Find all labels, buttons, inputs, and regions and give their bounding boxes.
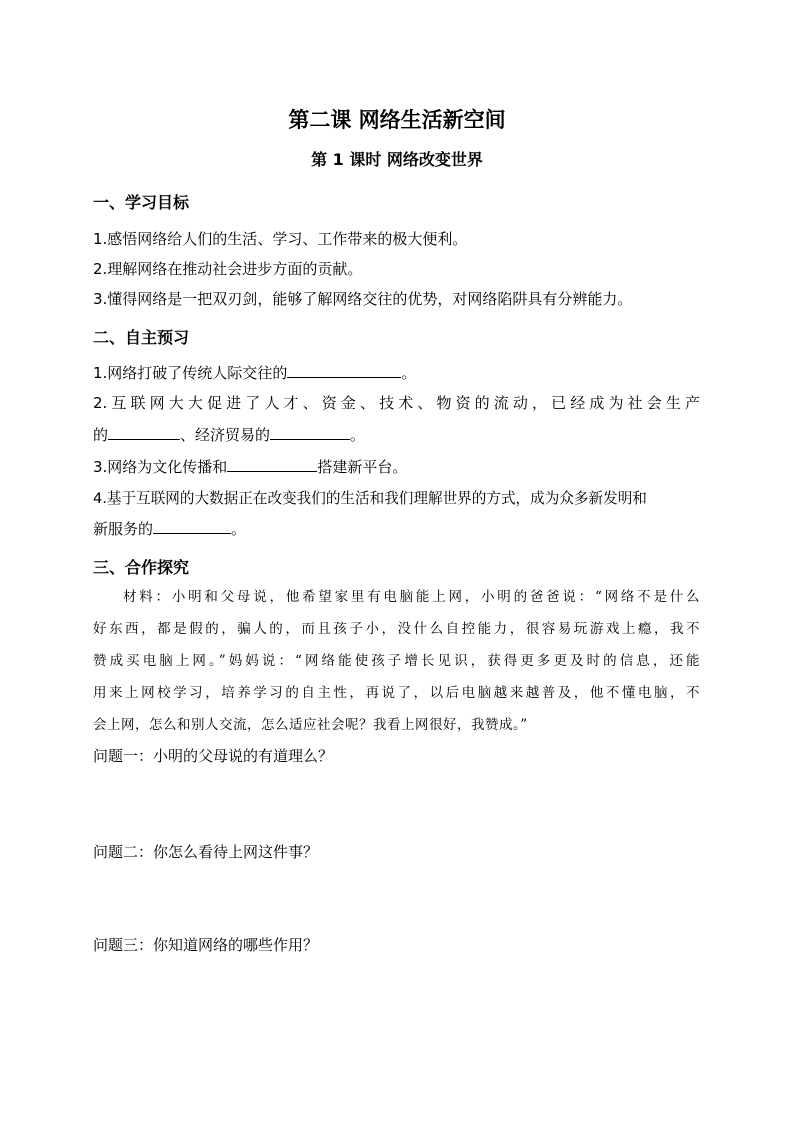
question-text: 、经济贸易的: [180, 426, 271, 444]
discussion-question-2: 问题二：你怎么看待上网这件事？: [93, 843, 319, 861]
goal-item-3: 3.懂得网络是一把双刃剑，能够了解网络交往的优势，对网络陷阱具有分辨能力。: [93, 290, 633, 308]
preview-question-2-line2: [93, 424, 365, 445]
material-line: 会上网，怎么和别人交流，怎么适应社会呢？我看上网很好，我赞成。”: [93, 717, 528, 733]
preview-question-1: [93, 362, 416, 383]
goal-item-1: 1.感悟网络给人们的生活、学习、工作带来的极大便利。: [93, 230, 468, 248]
goal-item-2: 2.理解网络在推动社会进步方面的贡献。: [93, 260, 363, 278]
question-text: 。: [350, 426, 366, 444]
section-heading-goals: 一、学习目标: [93, 193, 190, 212]
preview-question-2-line1: 2.互联网大大促进了人才、资金、技术、物资的流动，已经成为社会生产: [93, 394, 700, 412]
question-text: 。: [231, 520, 247, 538]
material-line: 用来上网校学习，培养学习的自主性，再说了，以后电脑越来越普及，他不懂电脑，不: [93, 685, 700, 701]
material-line: 材料：小明和父母说，他希望家里有电脑能上网，小明的爸爸说：“网络不是什么: [123, 589, 700, 605]
material-line: 赞成买电脑上网。”妈妈说：“网络能使孩子增长见识，获得更多更及时的信息，还能: [93, 653, 700, 669]
fill-blank[interactable]: [227, 456, 317, 472]
discussion-question-1: 问题一：小明的父母说的有道理么？: [93, 747, 334, 765]
discussion-question-3: 问题三：你知道网络的哪些作用？: [93, 936, 319, 954]
preview-question-4-line1: 4.基于互联网的大数据正在改变我们的生活和我们理解世界的方式，成为众多新发明和: [93, 490, 647, 507]
question-text: 3.网络为文化传播和: [93, 458, 228, 476]
material-line: 好东西，都是假的，骗人的，而且孩子小，没什么自控能力，很容易玩游戏上瘾，我不: [93, 621, 700, 637]
question-text: 。: [401, 364, 417, 382]
fill-blank[interactable]: [287, 362, 401, 378]
preview-question-4-line2: [93, 518, 246, 539]
fill-blank[interactable]: [270, 424, 350, 440]
section-heading-preview: 二、自主预习: [93, 328, 190, 347]
lesson-title: 第二课 网络生活新空间: [288, 108, 506, 132]
question-text: 1.网络打破了传统人际交往的: [93, 364, 288, 382]
section-heading-explore: 三、合作探究: [93, 558, 190, 577]
lesson-subtitle: 第 1 课时 网络改变世界: [311, 150, 483, 169]
question-text: 的: [93, 426, 109, 444]
fill-blank[interactable]: [153, 518, 231, 534]
question-text: 新服务的: [93, 520, 154, 538]
preview-question-3: [93, 456, 407, 477]
fill-blank[interactable]: [108, 424, 180, 440]
question-text: 搭建新平台。: [317, 458, 408, 476]
